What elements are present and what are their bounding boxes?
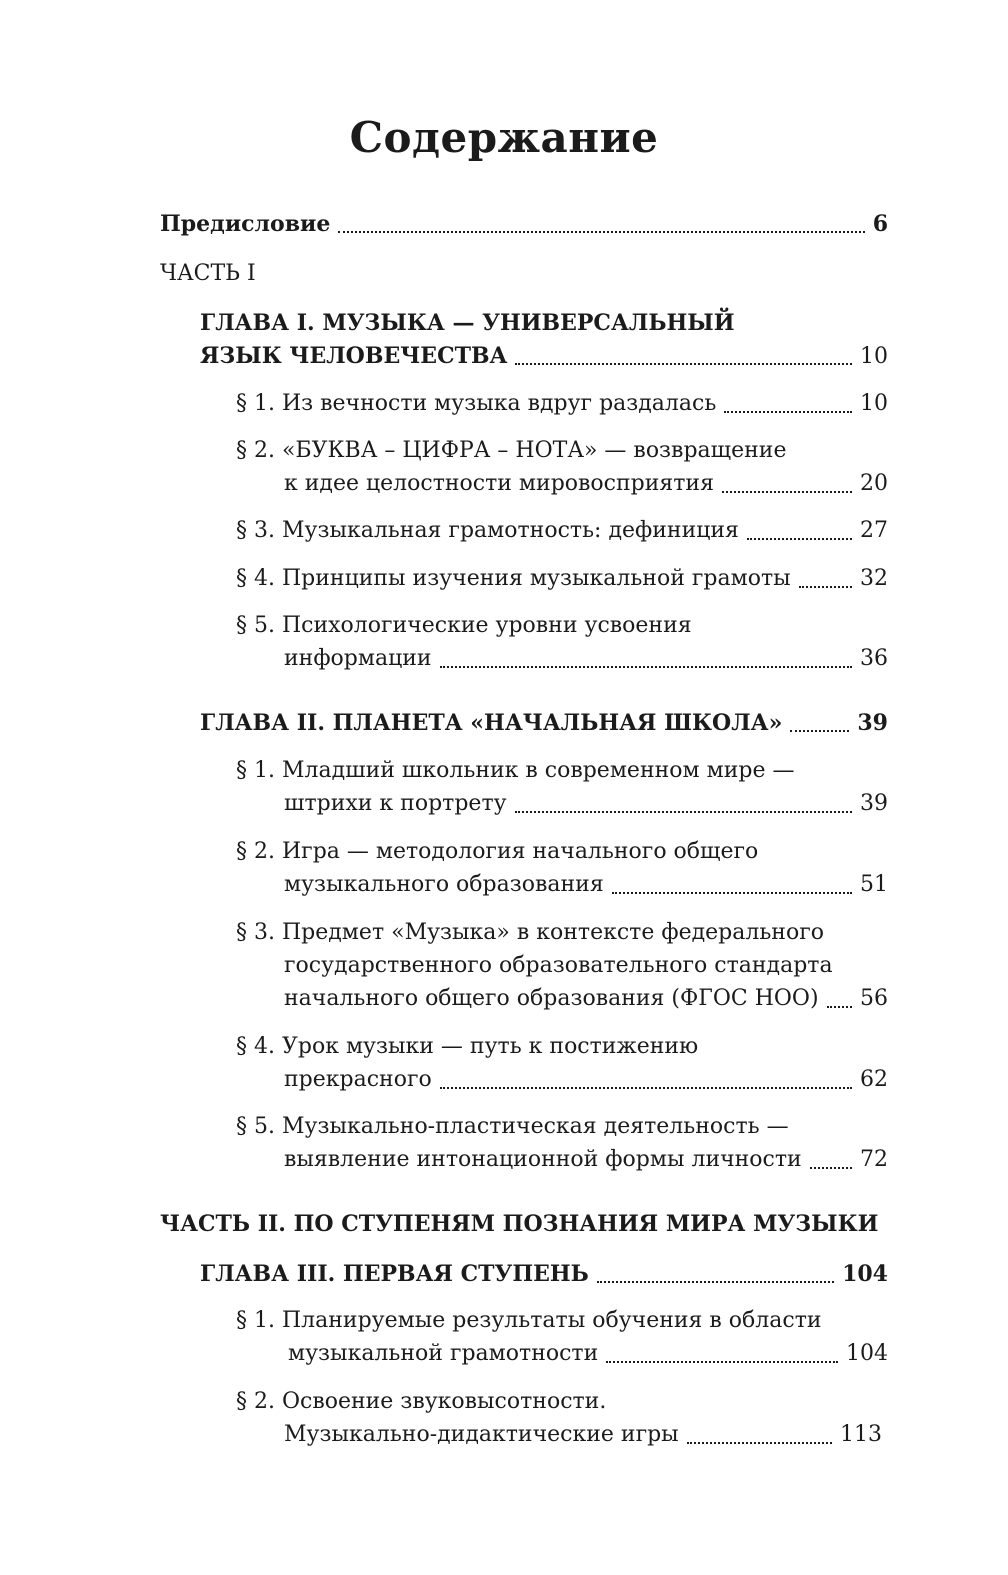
toc-page-number: 27: [860, 518, 888, 543]
toc-entry: [284, 642, 888, 676]
toc-entry: [236, 387, 888, 421]
toc-entry: [288, 1337, 888, 1371]
toc-entry-preface: [160, 207, 888, 241]
toc-page-number: 36: [860, 646, 888, 671]
toc-entry-chapter-3: [200, 1257, 888, 1291]
toc-entry-text: выявление интонационной формы личности: [284, 1147, 802, 1172]
toc-entry-chapter-2: [200, 706, 888, 740]
toc-entry-text: § 3. Предмет «Музыка» в контексте федерального: [236, 920, 824, 945]
toc-page-number: 104: [842, 1261, 888, 1287]
part-heading: ЧАСТЬ II. ПО СТУПЕНЯМ ПОЗНАНИЯ МИРА МУЗЫКИ: [160, 1211, 879, 1237]
toc-entry: [284, 868, 888, 902]
toc-entry: [236, 514, 888, 548]
toc-page-number: 20: [860, 471, 888, 496]
toc-entry: [284, 982, 888, 1016]
toc-page-number: 113: [840, 1422, 882, 1447]
toc-entry: [284, 1143, 888, 1177]
toc-entry-chapter-1: [200, 339, 888, 373]
toc-entry-text: Предисловие: [160, 211, 331, 237]
dot-leader: [515, 811, 852, 813]
toc-entry-text: музыкальной грамотности: [288, 1341, 599, 1366]
dot-leader: [440, 1087, 852, 1089]
toc-page-number: 10: [860, 344, 888, 369]
toc-entry-text: § 5. Музыкально-пластическая деятельность —: [236, 1114, 789, 1139]
dot-leader: [597, 1281, 834, 1283]
toc-entry-text: прекрасного: [284, 1067, 432, 1092]
toc-entry-text: § 3. Музыкальная грамотность: дефиниция: [236, 518, 739, 543]
dot-leader: [799, 586, 852, 588]
dot-leader: [747, 538, 852, 540]
toc-entry-text: начального общего образования (ФГОС НОО): [284, 986, 819, 1011]
toc-entry-text: § 1. Младший школьник в современном мире —: [236, 758, 795, 783]
toc-entry-text: § 1. Планируемые результаты обучения в области: [236, 1308, 822, 1333]
toc-entry-text: государственного образовательного стандарта: [284, 953, 833, 978]
dot-leader: [338, 231, 864, 233]
toc-entry-text: музыкального образования: [284, 872, 604, 897]
toc-entry-text: § 2. Игра — методология начального общего: [236, 839, 759, 864]
toc-page-number: 56: [860, 986, 888, 1011]
toc-entry: [236, 562, 888, 596]
toc-entry: [284, 787, 888, 821]
toc-entry-text: Музыкально-дидактические игры: [284, 1422, 679, 1447]
dot-leader: [790, 730, 849, 732]
toc-page-number: 72: [860, 1147, 888, 1172]
toc-entry-text: § 5. Психологические уровни усвоения: [236, 613, 692, 638]
toc-entry-text: § 2. Освоение звуковысотности.: [236, 1389, 607, 1414]
dot-leader: [810, 1167, 852, 1169]
dot-leader: [515, 363, 852, 365]
toc-page-number: 104: [846, 1341, 888, 1366]
dot-leader: [724, 411, 852, 413]
dot-leader: [827, 1006, 852, 1008]
dot-leader: [612, 892, 852, 894]
toc-entry-text: ГЛАВА II. ПЛАНЕТА «НАЧАЛЬНАЯ ШКОЛА»: [200, 710, 783, 736]
chapter-heading: ГЛАВА I. МУЗЫКА — УНИВЕРСАЛЬНЫЙ: [200, 310, 735, 336]
page-title: Содержание: [349, 113, 659, 162]
toc-entry: [284, 1063, 888, 1097]
dot-leader: [606, 1361, 838, 1363]
toc-entry-text: ГЛАВА III. ПЕРВАЯ СТУПЕНЬ: [200, 1261, 589, 1287]
toc-entry-text: § 2. «БУКВА – ЦИФРА – НОТА» — возвращение: [236, 438, 787, 463]
toc-entry-text: § 4. Урок музыки — путь к постижению: [236, 1034, 699, 1059]
toc-page-number: 10: [860, 391, 888, 416]
dot-leader: [722, 491, 852, 493]
toc-entry-text: к идее целостности мировосприятия: [284, 471, 714, 496]
toc-entry: [284, 467, 888, 501]
toc-entry-text: § 1. Из вечности музыка вдруг раздалась: [236, 391, 717, 416]
toc-entry-text: ЯЗЫК ЧЕЛОВЕЧЕСТВА: [200, 343, 508, 369]
toc-page-number: 51: [860, 872, 888, 897]
dot-leader: [440, 666, 852, 668]
toc-page-number: 39: [857, 710, 888, 736]
toc-entry-text: штрихи к портрету: [284, 791, 507, 816]
toc-entry-text: информации: [284, 646, 432, 671]
toc-page-number: 62: [860, 1067, 888, 1092]
toc-entry: [284, 1418, 882, 1452]
toc-page-number: 39: [860, 791, 888, 816]
part-heading: ЧАСТЬ I: [160, 261, 256, 286]
toc-page-number: 32: [860, 566, 888, 591]
dot-leader: [687, 1442, 832, 1444]
toc-page-number: 6: [872, 211, 888, 237]
toc-entry-text: § 4. Принципы изучения музыкальной грамоты: [236, 566, 791, 591]
